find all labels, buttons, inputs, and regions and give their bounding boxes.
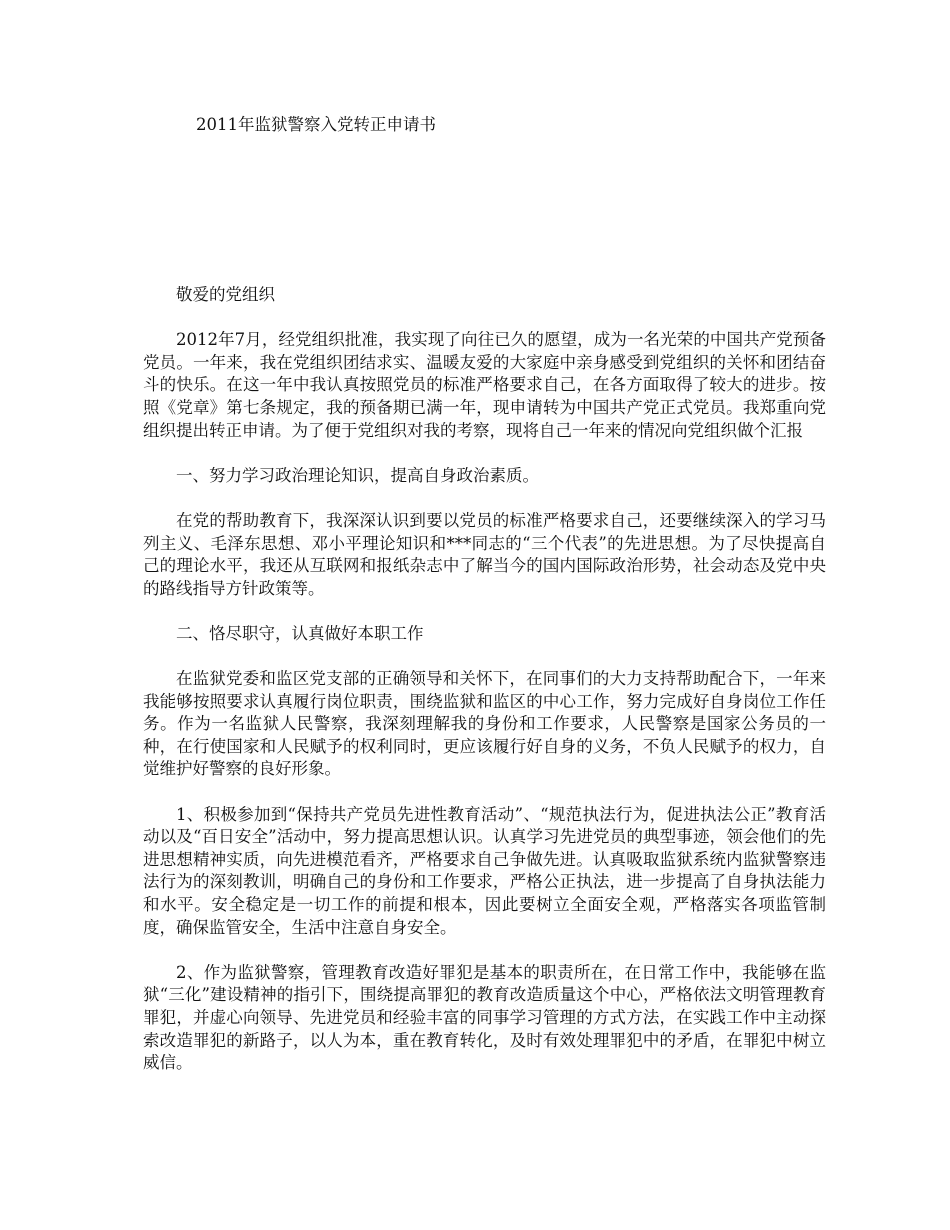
paragraph-study: 在党的帮助教育下，我深深认识到要以党员的标准严格要求自己，还要继续深入的学习马列主义、毛泽东思想、邓小平理论知识和***同志的“三个代表”的先进思想。为了尽快提高自己的理论水平，我还从互联网和报纸杂志中了解当今的国内国际政治形势，社会动态及党中央的路线指导方针政策等。: [143, 510, 826, 598]
paragraph-intro: 2012年7月，经党组织批准，我实现了向往已久的愿望，成为一名光荣的中国共产党预备党员。一年来，我在党组织团结求实、温暖友爱的大家庭中亲身感受到党组织的关怀和团结奋斗的快乐。在这一年中我认真按照党员的标准严格要求自己，在各方面取得了较大的进步。按照《党章》第七条规定，我的预备期已满一年，现申请转为中国共产党正式党员。我郑重向党组织提出转正申请。为了便于党组织对我的考察，现将自己一年来的情况向党组织做个汇报: [143, 330, 826, 440]
section-heading-1: 一、努力学习政治理论知识，提高自身政治素质。: [176, 465, 539, 485]
section-heading-2: 二、恪尽职守，认真做好本职工作: [176, 623, 424, 643]
paragraph-item-2: 2、作为监狱警察，管理教育改造好罪犯是基本的职责所在，在日常工作中，我能够在监狱“三化”建设精神的指引下，围绕提高罪犯的教育改造质量这个中心，严格依法文明管理教育罪犯，并虚心向领导、先进党员和经验丰富的同事学习管理的方式方法，在实践工作中主动探索改造罪犯的新路子，以人为本，重在教育转化，及时有效处理罪犯中的矛盾，在罪犯中树立威信。: [143, 962, 826, 1073]
document-body: [143, 284, 826, 1097]
salutation: 敬爱的党组织: [176, 285, 275, 304]
document-title: 2011年监狱警察入党转正申请书: [196, 115, 436, 134]
paragraph-item-1: 1、积极参加到“保持共产党员先进性教育活动”、“规范执法行为，促进执法公正”教育活动以及“百日安全”活动中，努力提高思想认识。认真学习先进党员的典型事迹，领会他们的先进思想精神实质，向先进模范看齐，严格要求自己争做先进。认真吸取监狱系统内监狱警察违法行为的深刻教训，明确自己的身份和工作要求，严格公正执法，进一步提高了自身执法能力和水平。安全稳定是一切工作的前提和根本，因此要树立全面安全观，严格落实各项监管制度，确保监管安全，生活中注意自身安全。: [143, 804, 826, 937]
paragraph-duty: 在监狱党委和监区党支部的正确领导和关怀下，在同事们的大力支持帮助配合下，一年来我能够按照要求认真履行岗位职责，围绕监狱和监区的中心工作，努力完成好自身岗位工作任务。作为一名监狱人民警察，我深刻理解我的身份和工作要求，人民警察是国家公务员的一种，在行使国家和人民赋予的权利同时，更应该履行好自身的义务，不负人民赋予的权力，自觉维护好警察的良好形象。: [143, 669, 826, 779]
